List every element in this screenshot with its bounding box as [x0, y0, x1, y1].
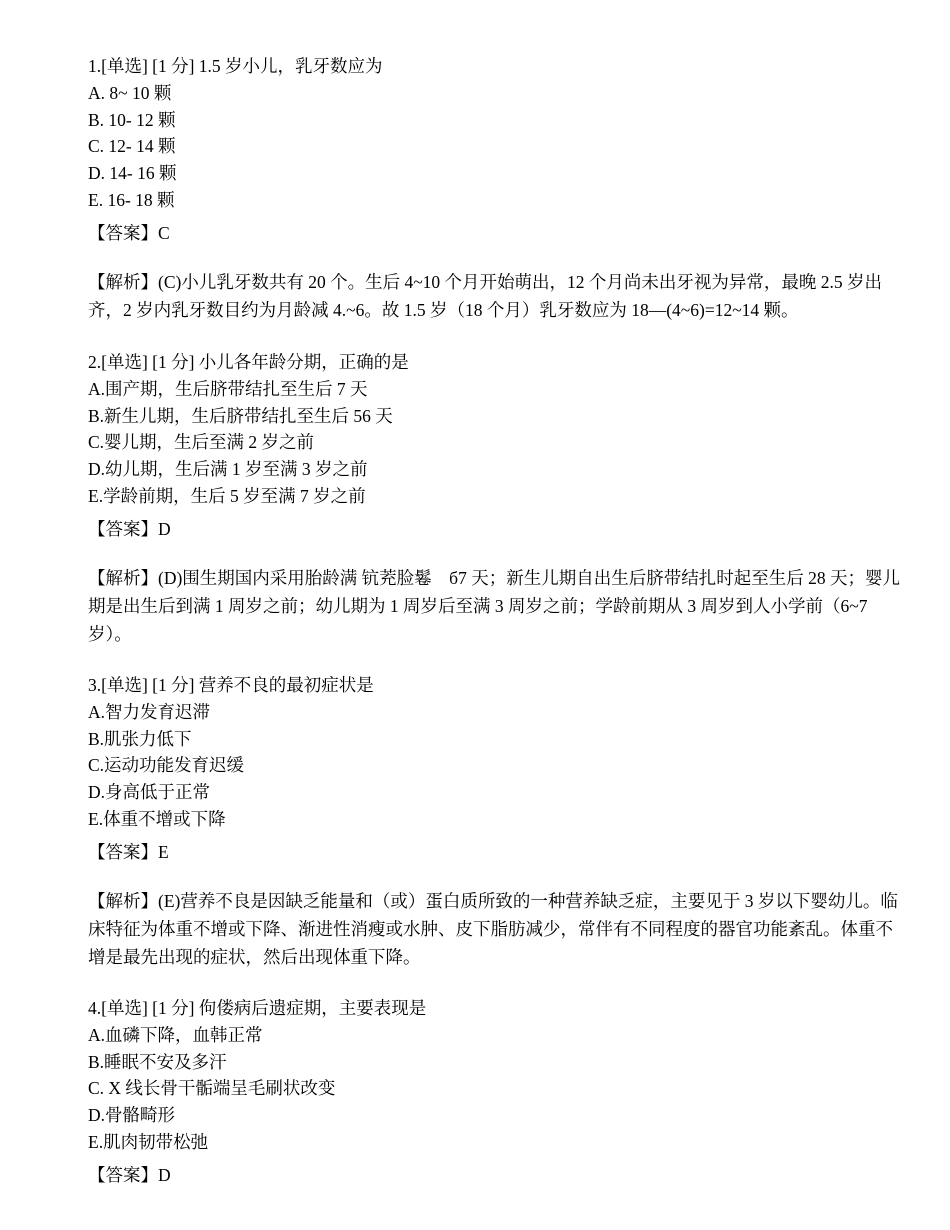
explanation: 【解析】(D)围生期国内采用胎龄满 钪茺脸鬈 б7 天；新生儿期自出生后脐带结扎时起至生后 28 天；婴儿期是出生后到满 1 周岁之前；幼儿期为 1 周岁后至满 3 周岁之前；学龄前期从 3 周岁到人小学前（6~7 岁）。	[88, 567, 900, 644]
answer: 【答案】E	[88, 841, 169, 862]
option-d: D.幼儿期，生后满 1 岁至满 3 岁之前	[88, 459, 368, 480]
question-title: 3.[单选] [1 分] 营养不良的最初症状是	[88, 675, 374, 695]
question-3	[88, 672, 910, 971]
option-b: B.新生儿期，生后脐带结扎至生后 56 天	[88, 405, 393, 426]
option-a: A.围产期，生后脐带结扎至生后 7 天	[88, 378, 368, 399]
option-b: B.睡眠不安及多汗	[88, 1051, 227, 1072]
answer: 【答案】D	[88, 1164, 171, 1185]
explanation: 【解析】(E)营养不良是因缺乏能量和（或）蛋白质所致的一种营养缺乏症，主要见于 3 岁以下婴幼儿。临床特征为体重不增或下降、渐进性消瘦或水肿、皮下脂肪减少，常伴有不同程度的器官功能紊乱。体重不增是最先出现的症状，然后出现体重下降。	[88, 890, 898, 967]
question-4	[88, 995, 910, 1188]
option-e: E.学龄前期，生后 5 岁至满 7 岁之前	[88, 485, 366, 506]
question-title: 1.[单选] [1 分] 1.5 岁小儿，乳牙数应为	[88, 56, 383, 76]
answer: 【答案】D	[88, 518, 171, 539]
option-b: B. 10- 12 颗	[88, 109, 176, 130]
question-title: 4.[单选] [1 分] 佝偻病后遗症期，主要表现是	[88, 998, 427, 1018]
option-c: C. X 线长骨干骺端呈毛刷状改变	[88, 1078, 336, 1099]
option-c: C.婴儿期，生后至满 2 岁之前	[88, 432, 315, 453]
option-d: D. 14- 16 颗	[88, 163, 177, 184]
explanation: 【解析】(C)小儿乳牙数共有 20 个。生后 4~10 个月开始萌出，12 个月尚未出牙视为异常，最晚 2.5 岁出齐，2 岁内乳牙数目约为月龄减 4.~6。故 1.5 岁（18 个月）乳牙数应为 18—(4~6)=12~14 颗。	[88, 271, 883, 320]
option-e: E.肌肉韧带松弛	[88, 1131, 209, 1152]
option-a: A.智力发育迟滞	[88, 701, 211, 722]
question-2	[88, 349, 910, 648]
option-d: D.骨骼畸形	[88, 1105, 176, 1126]
question-title: 2.[单选] [1 分] 小儿各年龄分期，正确的是	[88, 352, 409, 372]
answer: 【答案】C	[88, 222, 170, 243]
option-e: E.体重不增或下降	[88, 808, 226, 829]
option-c: C.运动功能发育迟缓	[88, 755, 245, 776]
option-d: D.身高低于正常	[88, 782, 211, 803]
option-b: B.肌张力低下	[88, 728, 192, 749]
option-a: A.血磷下降，血韩正常	[88, 1024, 263, 1045]
option-a: A. 8~ 10 颗	[88, 82, 172, 103]
question-1	[88, 53, 910, 324]
option-e: E. 16- 18 颗	[88, 189, 175, 210]
option-c: C. 12- 14 颗	[88, 136, 176, 157]
